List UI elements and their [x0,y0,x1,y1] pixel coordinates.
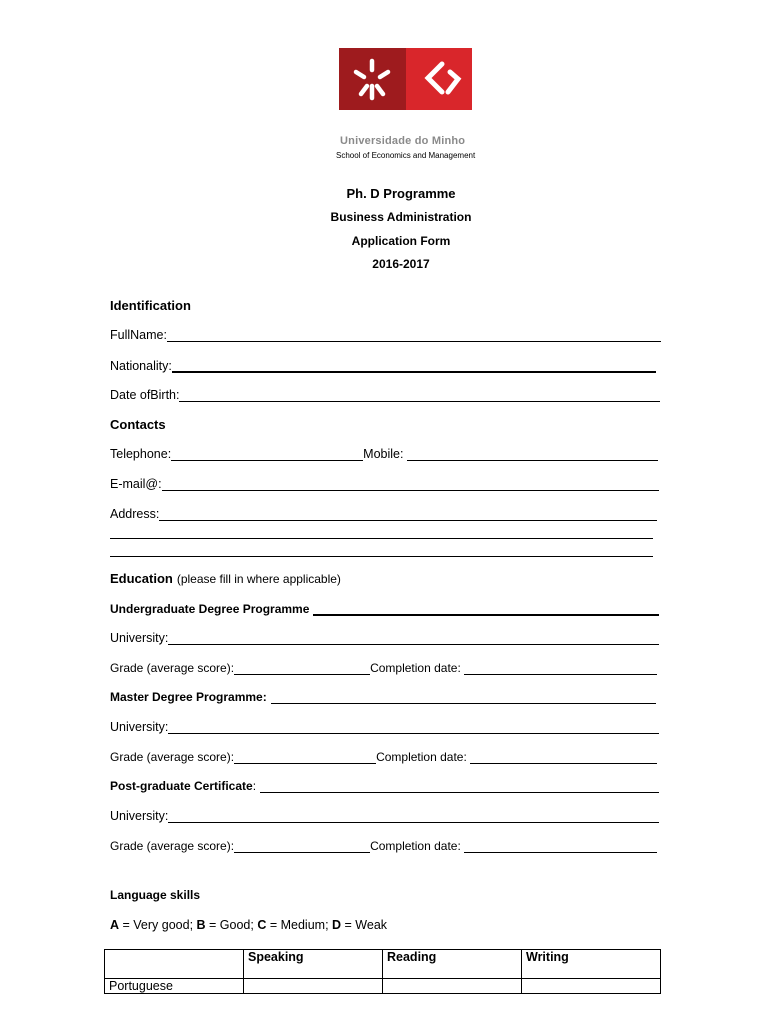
academic-year: 2016-2017 [372,257,430,271]
mobile-field[interactable] [407,447,658,461]
language-skills-table [104,949,661,994]
table-header-reading: Reading [383,950,522,979]
completion-label: Completion date: [370,839,461,853]
legend-d-text: = Weak [341,918,388,932]
undergrad-university-field[interactable] [168,631,659,645]
language-heading: Language skills [110,888,201,902]
education-heading-row [110,571,341,586]
university-label: University: [110,631,169,645]
programme-title: Ph. D Programme [346,186,456,201]
address-label: Address: [110,507,160,521]
completion-label: Completion date: [376,750,467,764]
master-university-row [110,720,659,734]
reading-cell[interactable] [383,979,522,994]
dob-row [110,388,660,402]
postgrad-label: Post-graduate Certificate [110,779,253,793]
undergrad-grade-field[interactable] [234,661,370,675]
email-row [110,477,659,491]
university-label: University: [110,720,169,734]
contacts-heading: Contacts [110,417,166,432]
undergrad-field[interactable] [313,601,659,616]
master-label: Master Degree Programme: [110,690,267,704]
writing-cell[interactable] [522,979,661,994]
master-grade-row [110,750,657,764]
university-name: Universidade do Minho [340,135,466,147]
phone-row [110,447,658,461]
postgrad-colon: : [252,779,257,793]
logo-chevron-icon [406,48,472,110]
table-header-row [105,950,661,979]
grade-label: Grade (average score): [110,661,235,675]
language-legend [110,918,387,932]
email-field[interactable] [162,477,659,491]
full-name-row [110,328,661,342]
postgrad-row [110,779,659,793]
dob-label: Date ofBirth: [110,388,180,402]
legend-a-text: = Very good; [119,918,197,932]
grade-label: Grade (average score): [110,839,235,853]
university-logo [339,48,472,110]
legend-b: B [196,918,206,932]
language-name-cell: Portuguese [105,979,244,994]
education-heading: Education [110,571,173,586]
grade-label: Grade (average score): [110,750,235,764]
telephone-label: Telephone: [110,447,172,461]
identification-heading: Identification [110,298,191,313]
postgrad-field[interactable] [260,779,659,793]
table-row [105,979,661,994]
legend-c-text: = Medium; [266,918,333,932]
mobile-label: Mobile: [363,447,404,461]
nationality-label: Nationality: [110,359,172,373]
legend-b-text: = Good; [205,918,258,932]
master-row [110,690,656,704]
master-completion-field[interactable] [470,750,657,764]
address-field-line-2[interactable] [110,525,653,539]
table-header-speaking: Speaking [244,950,383,979]
postgrad-completion-field[interactable] [464,839,657,853]
undergrad-label: Undergraduate Degree Programme [110,602,310,616]
table-header-cell [105,950,244,979]
form-name: Application Form [351,234,451,248]
telephone-field[interactable] [171,447,363,461]
postgrad-grade-field[interactable] [234,839,370,853]
legend-c: C [257,918,267,932]
address-field[interactable] [159,507,657,521]
address-row [110,507,657,521]
email-label: E-mail@: [110,477,162,491]
undergrad-completion-field[interactable] [464,661,657,675]
school-name: School of Economics and Management [336,151,476,160]
speaking-cell[interactable] [244,979,383,994]
university-label: University: [110,809,169,823]
full-name-label: FullName: [110,328,167,342]
postgrad-university-field[interactable] [168,809,659,823]
education-note: (please fill in where applicable) [176,572,341,586]
logo-star-icon [339,48,406,110]
programme-subtitle: Business Administration [330,210,472,224]
address-field-line-3[interactable] [110,543,653,557]
undergrad-university-row [110,631,659,645]
postgrad-university-row [110,809,659,823]
nationality-row [110,358,656,373]
completion-label: Completion date: [370,661,461,675]
undergrad-row [110,601,659,616]
full-name-field[interactable] [167,328,661,342]
table-header-writing: Writing [522,950,661,979]
master-university-field[interactable] [168,720,659,734]
dob-field[interactable] [179,388,660,402]
nationality-field[interactable] [172,358,656,373]
legend-a: A [110,918,120,932]
master-grade-field[interactable] [234,750,376,764]
master-field[interactable] [271,690,656,704]
undergrad-grade-row [110,661,657,675]
legend-d: D [332,918,342,932]
postgrad-grade-row [110,839,657,853]
